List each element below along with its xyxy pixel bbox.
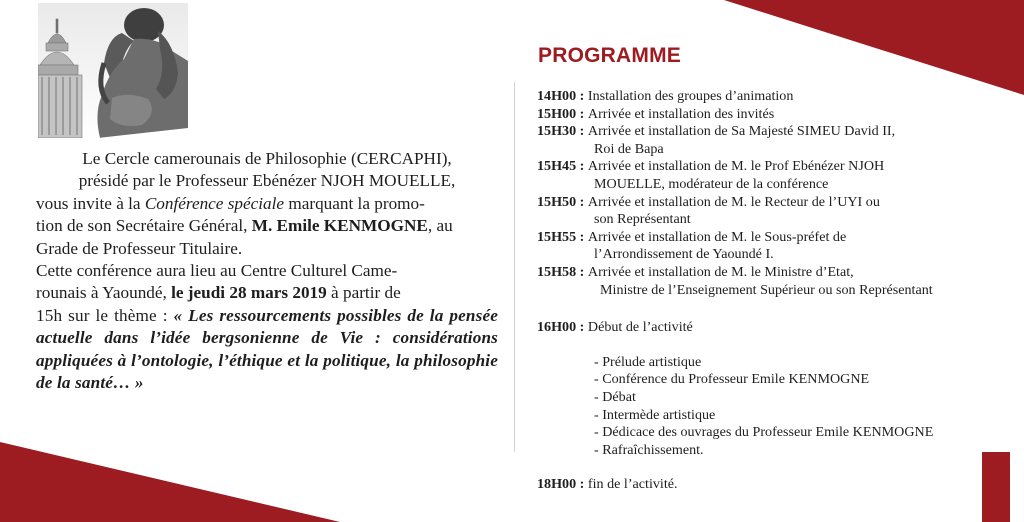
schedule-description: Arrivée et installation des invités: [587, 105, 775, 122]
intro-text: tion de son Secrétaire Général,: [36, 216, 252, 236]
activity-list: [537, 354, 1007, 460]
conference-theme: « Les ressourcements possibles de la pensée actuelle dans l’idée bergsonienne de Vie : considérations appliquées à l’ontologie, l’éthique et la politique, la philosophie de la santé… »: [36, 305, 498, 393]
time-separator: :: [576, 193, 588, 210]
schedule-row: [537, 476, 1007, 494]
activity-item: - Dédicace des ouvrages du Professeur Emile KENMOGNE: [594, 424, 934, 441]
schedule-time: 15H58: [537, 263, 577, 280]
conference-type: Conférence spéciale: [144, 193, 285, 213]
schedule-row: [537, 319, 1007, 337]
schedule-description-continued: Roi de Bapa: [594, 140, 664, 157]
schedule-description: Arrivée et installation de M. le Sous-préfet de: [587, 228, 847, 245]
schedule-description-continued: MOUELLE, modérateur de la conférence: [594, 175, 829, 192]
schedule-description: Installation des groupes d’animation: [587, 88, 794, 104]
time-separator: :: [576, 319, 588, 336]
time-separator: :: [576, 476, 588, 493]
intro-text: vous invite à la: [36, 193, 145, 213]
time-separator: :: [576, 263, 588, 280]
schedule-description-continued: l’Arrondissement de Yaoundé I.: [594, 246, 774, 263]
intro-line-2: présidé par le Professeur Ebénézer NJOH MOUELLE,: [78, 171, 456, 191]
time-separator: :: [576, 105, 588, 122]
schedule-time: 16H00: [537, 319, 577, 336]
decorative-red-corner-top-right: [724, 0, 1024, 95]
schedule-time: 15H00: [537, 105, 577, 122]
schedule-time: 14H00: [537, 88, 577, 104]
schedule-row: [537, 123, 1007, 141]
schedule-time: 18H00: [537, 476, 577, 493]
intro-line-5: Grade de Professeur Titulaire.: [36, 238, 243, 258]
schedule-row: [537, 106, 1007, 124]
intro-text: 15h sur le thème :: [36, 305, 174, 325]
honoree-name: M. Emile KENMOGNE: [251, 216, 428, 236]
activity-item: - Prélude artistique: [594, 353, 702, 370]
schedule-description: Arrivée et installation de M. le Recteur de l’UYI ou: [587, 193, 880, 210]
intro-text: rounais à Yaoundé,: [36, 283, 172, 303]
spacer: [537, 459, 1007, 476]
activity-item: - Conférence du Professeur Emile KENMOGNE: [594, 371, 870, 388]
schedule-row: [537, 229, 1007, 247]
capitol-and-thinker-statue-image: [38, 3, 188, 138]
schedule-time: 15H50: [537, 193, 577, 210]
intro-line-3: [36, 193, 498, 215]
schedule-description: Arrivée et installation de M. le Ministre d’Etat,: [587, 263, 854, 280]
schedule-time: 15H45: [537, 158, 577, 175]
intro-text: à partir de: [326, 283, 401, 303]
intro-text: , au: [427, 216, 453, 236]
intro-line-8: [36, 305, 498, 395]
schedule-description: Arrivée et installation de M. le Prof Ebénézer NJOH: [587, 158, 885, 175]
schedule-description: fin de l’activité.: [587, 476, 678, 493]
spacer: [537, 299, 1007, 319]
intro-line-4: [36, 215, 498, 237]
schedule-time: 15H30: [537, 123, 577, 140]
time-separator: :: [576, 123, 588, 140]
intro-line-6: Cette conférence aura lieu au Centre Culturel Came-: [36, 261, 398, 281]
schedule-time: 15H55: [537, 228, 577, 245]
decorative-red-corner-bottom-left: [0, 442, 340, 522]
schedule-row: [537, 88, 1007, 106]
schedule-description: Début de l’activité: [587, 319, 693, 336]
time-separator: :: [576, 158, 588, 175]
intro-text: marquant la promo-: [284, 193, 425, 213]
schedule-description: Arrivée et installation de Sa Majesté SIMEU David II,: [587, 123, 896, 140]
activity-item: - Débat: [594, 388, 636, 405]
schedule-row: [537, 264, 1007, 282]
schedule-row: [537, 194, 1007, 212]
intro-line-7: [36, 282, 498, 304]
time-separator: :: [576, 88, 588, 104]
schedule-description-continued: Ministre de l’Enseignement Supérieur ou son Représentant: [600, 281, 933, 298]
time-separator: :: [576, 228, 588, 245]
programme-title: PROGRAMME: [538, 44, 681, 67]
programme-schedule: [537, 88, 1007, 494]
activity-item: - Intermède artistique: [594, 406, 716, 423]
column-divider: [514, 82, 515, 452]
spacer: [537, 337, 1007, 354]
schedule-description-continued: son Représentant: [594, 211, 691, 228]
activity-item: - Rafraîchissement.: [594, 441, 704, 458]
invitation-text: [36, 148, 498, 394]
intro-line-1: Le Cercle camerounais de Philosophie (CERCAPHI),: [82, 149, 452, 168]
event-date: le jeudi 28 mars 2019: [171, 283, 327, 303]
schedule-row: [537, 158, 1007, 176]
